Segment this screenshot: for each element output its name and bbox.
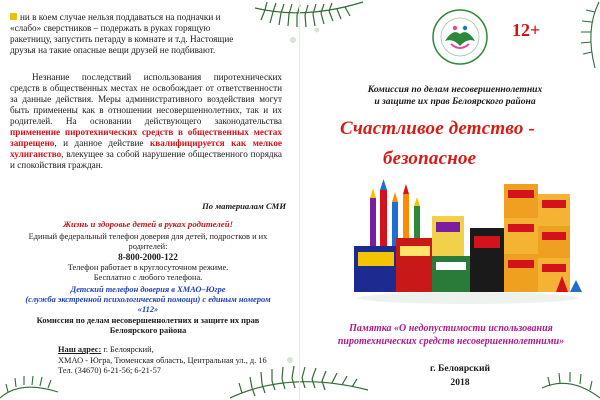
memo-line: пиротехнических средств несовершеннолетними» bbox=[337, 336, 565, 347]
commission-logo bbox=[431, 8, 489, 66]
address-line: г. Белоярский, bbox=[101, 345, 154, 354]
year-label: 2018 bbox=[450, 377, 470, 388]
city-label: г. Белоярский bbox=[429, 363, 491, 374]
age-rating: 12+ bbox=[512, 20, 541, 40]
star-bullet-icon bbox=[10, 13, 17, 20]
source-credit: По материалам СМИ bbox=[202, 201, 286, 211]
intro-line: друзья на такие опасные вещи друзей не подбивают. bbox=[10, 45, 216, 55]
law-text: Незнание последствий использования пиротехнических средств в общественных местах не освобождает от ответственности за данные действия. Меры административного воздействия могут быть применены как в отношении несовершеннолетних, так и их родителей. На основании действующего законодательства bbox=[10, 72, 282, 126]
emergency-number: «112» bbox=[137, 305, 159, 314]
commission-heading-line: Комиссия по делам несовершеннолетних bbox=[367, 84, 543, 95]
fold-divider bbox=[299, 0, 300, 400]
hotline-note: Бесплатно с любого телефона. bbox=[93, 273, 203, 282]
commission-line: Комиссия по делам несовершеннолетних и защите их прав bbox=[36, 316, 260, 325]
address-label: Наш адрес: bbox=[58, 345, 102, 354]
youth-line: Детский телефон доверия в ХМАО–Югре bbox=[70, 285, 226, 294]
address-line: ХМАО - Югра, Тюменская область, Центральная ул., д. 16 bbox=[58, 355, 267, 365]
intro-line: ракетницу, запустить петарду в комнате и т.д. Настоящие bbox=[10, 34, 234, 44]
law-warning: применение пиротехнических средств в общественных местах запрещено bbox=[10, 127, 282, 148]
commission-name bbox=[10, 316, 286, 336]
left-panel bbox=[0, 0, 299, 400]
intro-line: ни в коем случае нельзя поддаваться на подначки и bbox=[20, 12, 221, 22]
youth-hotline bbox=[10, 285, 286, 305]
law-text: , влекущее за собой нарушение общественного порядка и спокойствия граждан. bbox=[10, 149, 282, 170]
hotline-note: Телефон работает в круглосуточном режиме. bbox=[67, 263, 229, 272]
law-text: , и данное действие bbox=[54, 138, 150, 148]
youth-line: (служба экстренной психологической помощи) с единым номером bbox=[25, 295, 271, 304]
commission-line: Белоярского района bbox=[109, 326, 187, 335]
fireworks-illustration bbox=[348, 176, 588, 306]
commission-heading-line: и защите их прав Белоярского района bbox=[374, 96, 536, 107]
commission-heading bbox=[320, 84, 590, 108]
memo-title bbox=[308, 322, 594, 348]
law-warning: квалифицируется как мелкое хулиганство bbox=[10, 138, 282, 159]
phone-line: Тел. (34670) 6-21-56; 6-21-57 bbox=[58, 366, 161, 375]
intro-line: «слабо» сверстников – подержать в руках горящую bbox=[10, 23, 211, 33]
hotline-description bbox=[10, 232, 286, 252]
law-paragraph bbox=[10, 72, 282, 171]
hotline-line: родителей: bbox=[128, 242, 168, 251]
memo-line: Памятка «О недопустимости использования bbox=[349, 323, 553, 334]
intro-paragraph bbox=[10, 12, 282, 56]
address-block bbox=[58, 345, 286, 377]
brochure-title: безопасное bbox=[383, 148, 477, 169]
fir-branch-decoration bbox=[545, 0, 600, 70]
parents-slogan: Жизнь и здоровье детей в руках родителей! bbox=[62, 219, 234, 229]
brochure-title: Счастливое детство - bbox=[340, 118, 536, 139]
hotline-phone: 8-800-2000-122 bbox=[118, 252, 178, 262]
hotline-line: Единый федеральный телефон доверия для детей, подростков и их bbox=[28, 232, 268, 241]
